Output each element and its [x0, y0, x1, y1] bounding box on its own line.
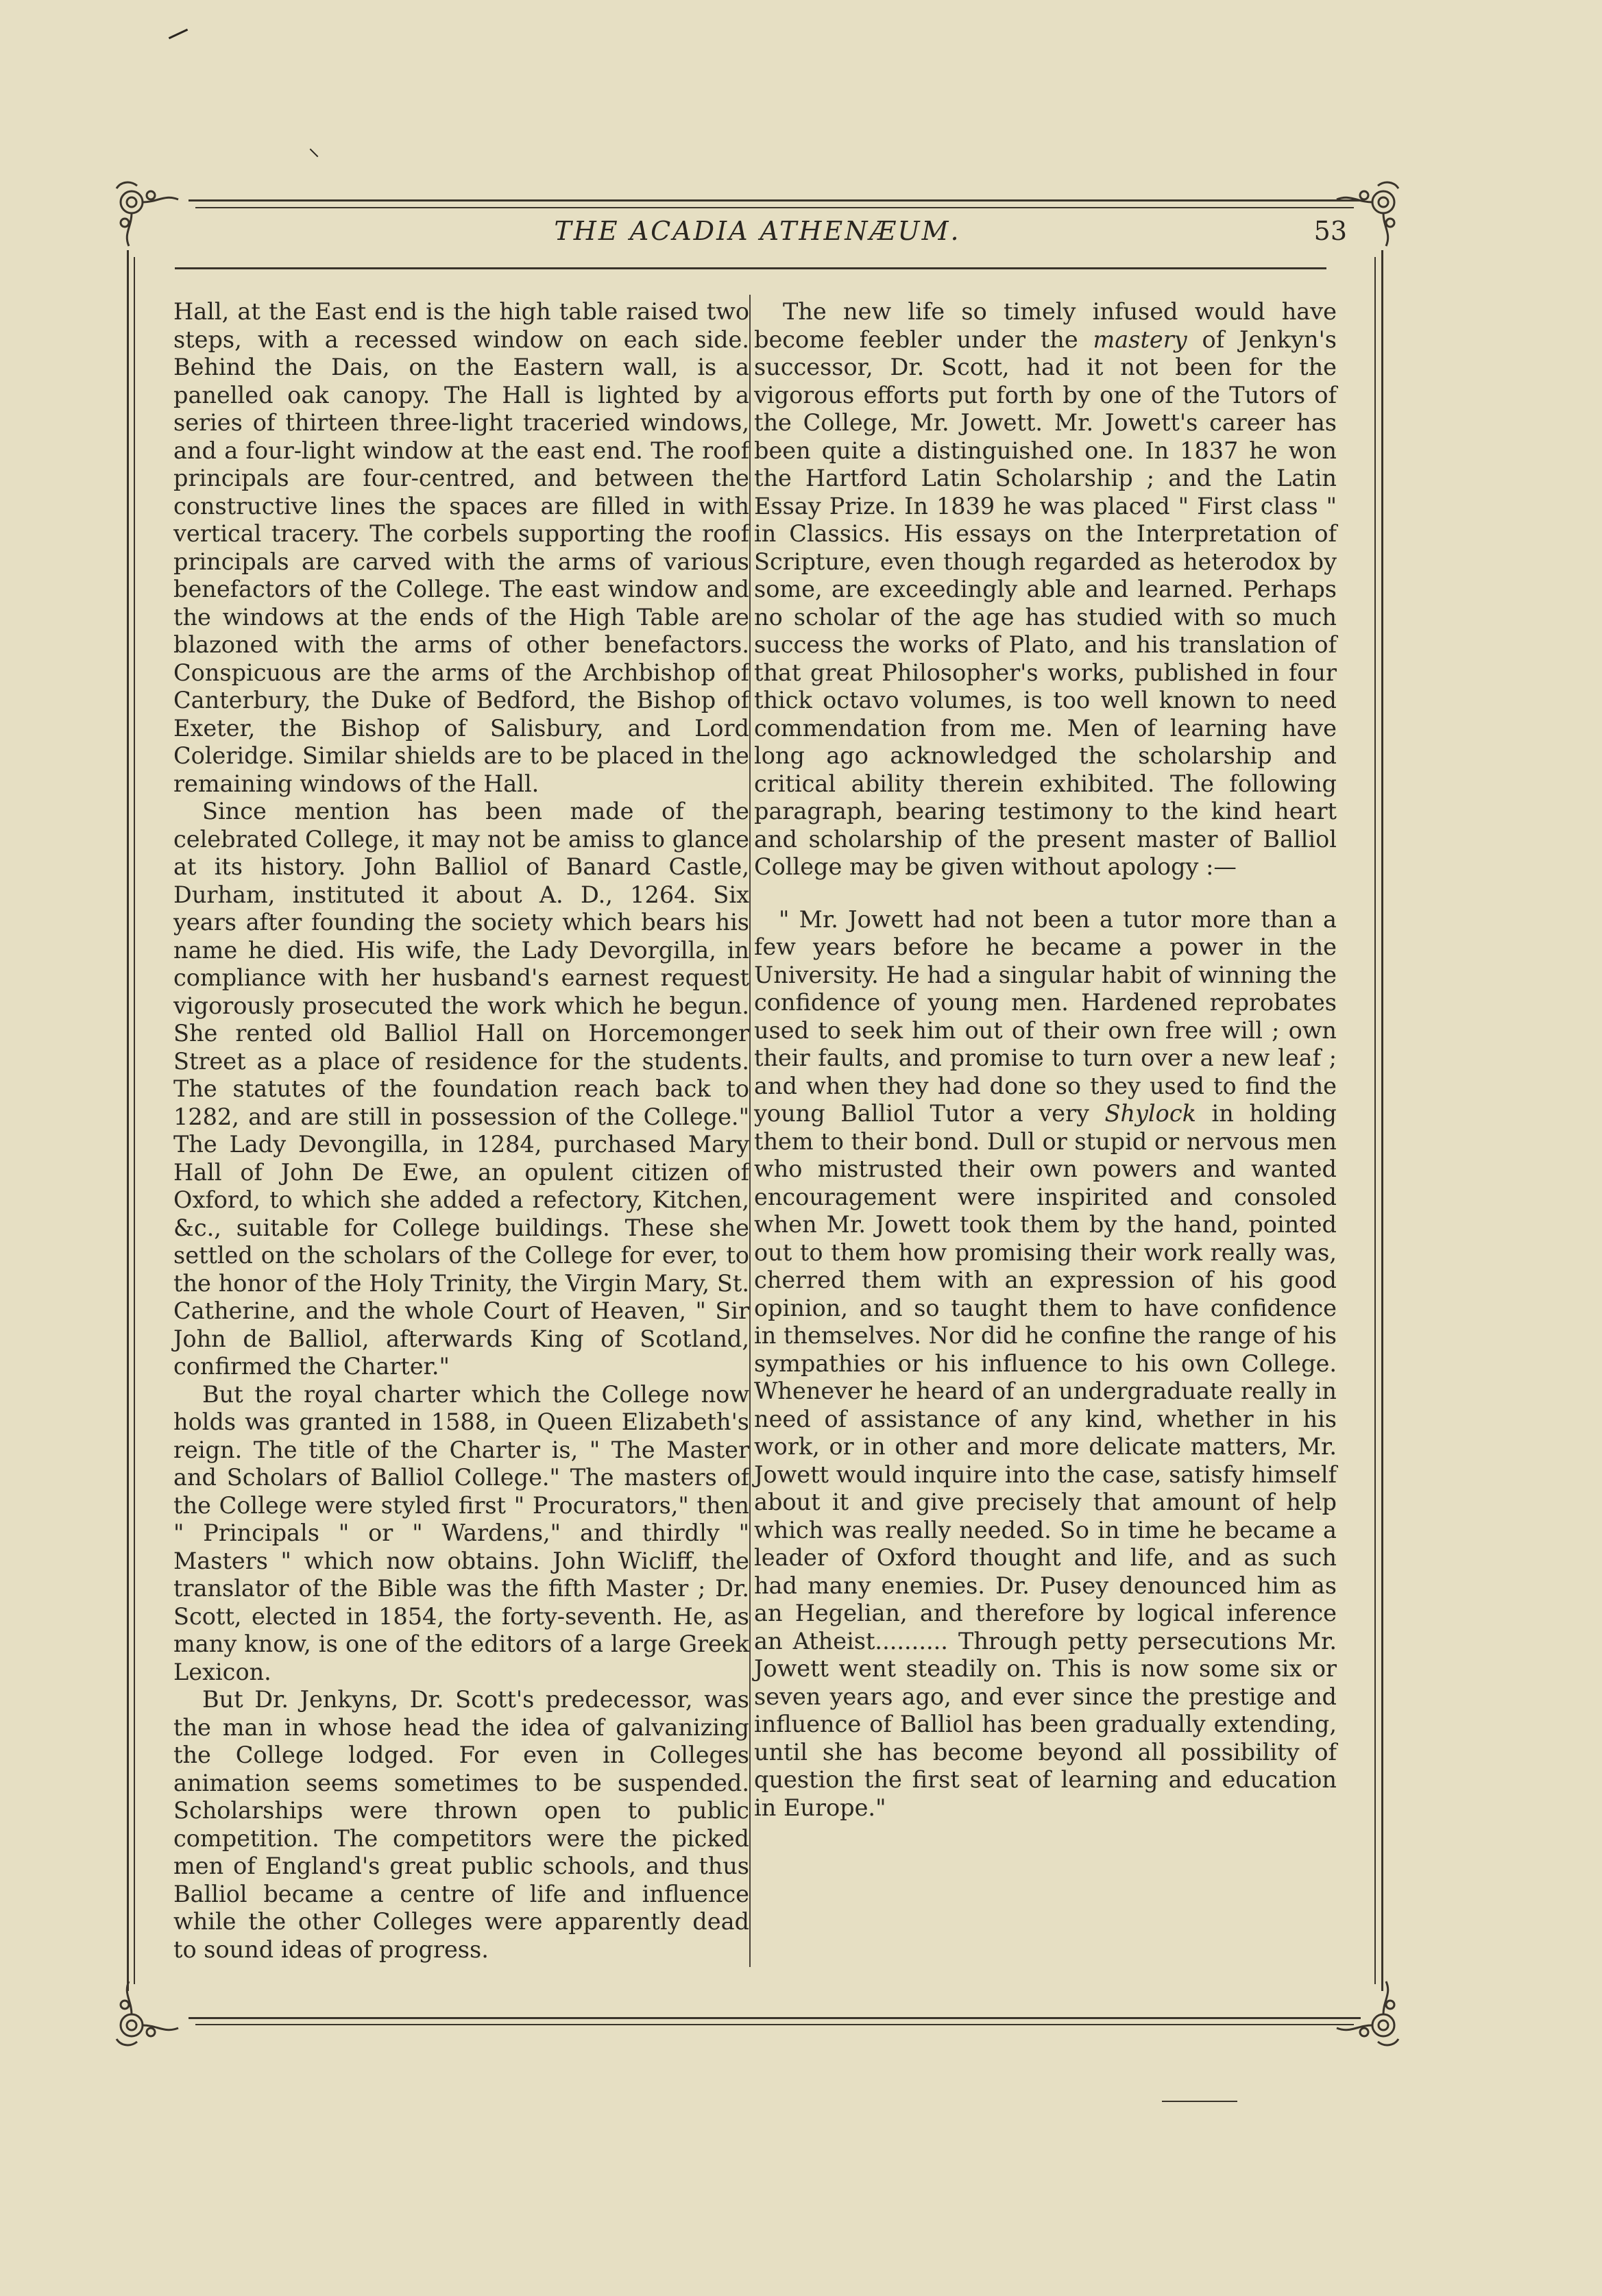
running-head — [168, 216, 1347, 257]
scroll-flourish-icon — [110, 1977, 185, 2053]
text-run: The new life so timely infused would have become feebler under the — [754, 298, 1337, 353]
column-divider — [749, 295, 751, 1967]
italic-text: mastery — [1093, 326, 1187, 353]
block-quote — [754, 906, 1337, 1822]
paragraph: Hall, at the East end is the high table raised two steps, with a recessed window on each side. Behind the Dais, on the Eastern wall, is a panelled oak canopy. The Hall is lighted by a series of thirteen three-light traceried windows, and a four-light window at the east end. The roof principals are four-centred, and between the constructive lines the spaces are filled in with vertical tracery. The corbels supporting the roof principals are carved with the arms of various benefactors of the College. The east window and the windows at the ends of the High Table are blazoned with the arms of other benefactors. Conspicuous are the arms of the Archbishop of Canterbury, the Duke of Bedford, the Bishop of Exeter, the Bishop of Salisbury, and Lord Coleridge. Similar shields are to be placed in the remaining windows of the Hall. — [173, 298, 749, 797]
page-frame — [113, 182, 1402, 2046]
text-run: in holding them to their bond. Dull or stupid or nervous men who mistrusted their own powers and wanted encouragement were inspirited and consoled when Mr. Jowett took them by the hand, pointed out to them how promising their work really was, cherred them with an expression of his good opinion, and so taught them to have confidence in themselves. Nor did he confine the range of his sympathies or his influence to his own College. Whenever he heard of an undergraduate really in need of assistance of any kind, whether in his work, or in other and more delicate matters, Mr. Jowett would inquire into the case, satisfy himself about it and give precisely that amount of help which was really needed. So in time he became a leader of Oxford thought and life, and as such had many enemies. Dr. Pusey denounced him as an Hegelian, and therefore by logical inference an Atheist.......... Through petty persecutions Mr. Jowett went steadily on. This is now some six or seven years ago, and ever since the prestige and influence of Balliol has been gradually extending, until she has become beyond all possibility of question the first seat of learning and education in Europe." — [754, 1100, 1337, 1821]
border-rule-top-inner — [195, 207, 1354, 208]
header-rule — [175, 267, 1326, 269]
italic-text: Shylock — [1104, 1100, 1196, 1127]
journal-title: THE ACADIA ATHENÆUM. — [554, 216, 961, 246]
pencil-mark — [169, 29, 188, 39]
right-column — [754, 298, 1337, 1822]
paragraph: Since mention has been made of the celebrated College, it may not be amiss to glance at its history. John Balliol of Banard Castle, Durham, instituted it about A. D., 1264. Six years after founding the society which bears his name he died. His wife, the Lady Devorgilla, in compliance with her husband's earnest request vigorously prosecuted the work which he begun. She rented old Balliol Hall on Horcemonger Street as a place of residence for the students. The statutes of the foundation reach back to 1282, and are still in possession of the College." The Lady Devongilla, in 1284, purchased Mary Hall of John De Ewe, an opulent citizen of Oxford, to which she added a refectory, Kitchen, &c., suitable for College buildings. These she settled on the scholars of the College for ever, to the honor of the Holy Trinity, the Virgin Mary, St. Catherine, and the whole Court of Heaven, " Sir John de Balliol, afterwards King of Scotland, confirmed the Charter." — [173, 798, 749, 1380]
paragraph: But Dr. Jenkyns, Dr. Scott's predecessor, was the man in whose head the idea of galvanizing the College lodged. For even in Colleges animation seems sometimes to be suspended. Scholarships were thrown open to public competition. The competitors were the picked men of England's great public schools, and thus Balliol became a centre of life and influence while the other Colleges were apparently dead to sound ideas of progress. — [173, 1686, 749, 1963]
border-rule-bottom — [189, 2017, 1361, 2019]
border-rule-top — [189, 199, 1361, 201]
paragraph: But the royal charter which the College now holds was granted in 1588, in Queen Elizabeth's reign. The title of the Charter is, " The Master and Scholars of Balliol College." The masters of the College were styled first " Procurators," then " Principals " or " Wardens," and thirdly " Masters " which now obtains. John Wicliff, the translator of the Bible was the fifth Master ; Dr. Scott, elected in 1854, the forty-seventh. He, as many know, is one of the editors of a large Greek Lexicon. — [173, 1380, 749, 1685]
border-rule-right-inner — [1374, 257, 1376, 1984]
border-rule-right — [1381, 250, 1383, 1991]
border-rule-left-inner — [134, 257, 135, 1984]
pencil-mark — [310, 149, 319, 158]
paragraph — [754, 298, 1337, 881]
text-run: " Mr. Jowett had not been a tutor more than a few years before he became a power in the University. He had a singular habit of winning the confidence of young men. Hardened reprobates used to seek him out of their own free will ; own their faults, and promise to turn over a new leaf ; and when they had done so they used to find the young Balliol Tutor a very — [754, 905, 1337, 1127]
scroll-flourish-icon — [1330, 1977, 1405, 2053]
page-number: 53 — [1313, 216, 1347, 246]
border-rule-left — [127, 250, 129, 1991]
text-run: of Jenkyn's successor, Dr. Scott, had it not been for the vigorous efforts put forth by one of the Tutors of the College, Mr. Jowett. Mr. Jowett's career has been quite a distinguished one. In 1837 he won the Hartford Latin Scholarship ; and the Latin Essay Prize. In 1839 he was placed " First class " in Classics. His essays on the Interpretation of Scripture, even though regarded as heterodox by some, are exceedingly able and learned. Perhaps no scholar of the age has studied with so much success the works of Plato, and his translation of that great Philosopher's works, published in four thick octavo volumes, is too well known to need commendation from me. Men of learning have long ago acknowledged the scholarship and critical ability therein exhibited. The following paragraph, bearing testimony to the kind heart and scholarship of the present master of Balliol College may be given without apology :— — [754, 326, 1337, 880]
left-column — [173, 298, 749, 1964]
border-rule-bottom-inner — [195, 2024, 1354, 2025]
section-end-rule — [1162, 2101, 1237, 2102]
